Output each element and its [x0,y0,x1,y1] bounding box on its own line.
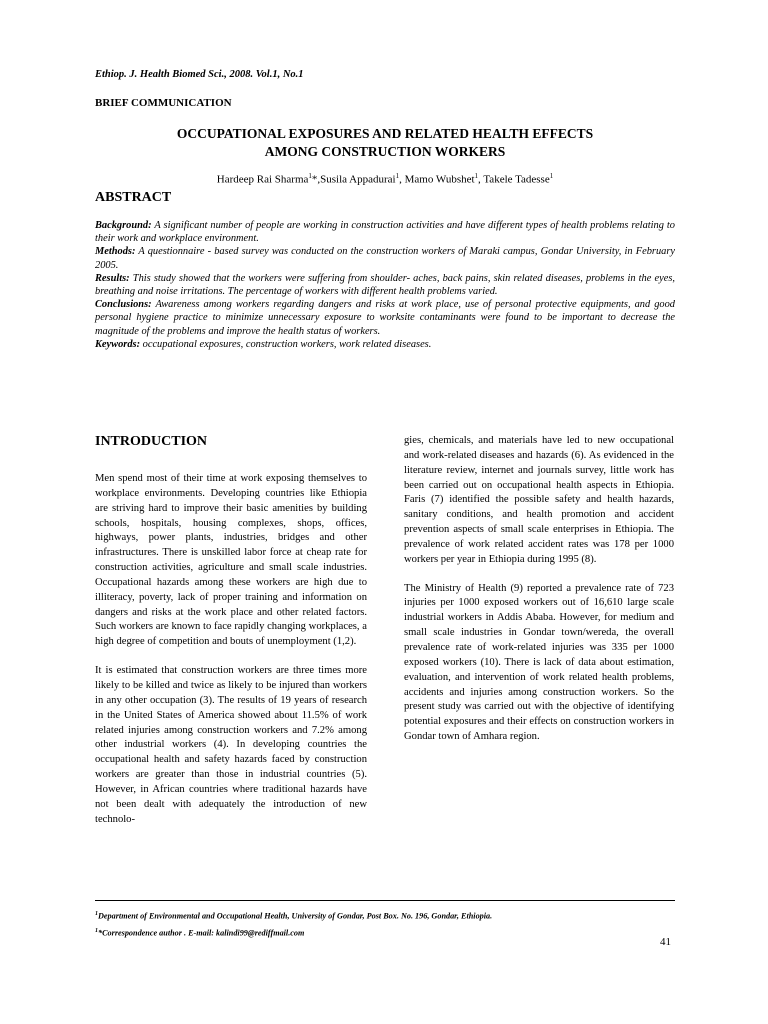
paragraph: Men spend most of their time at work exposing themselves to workplace environments. Developing countries like Ethiopia are striving hard to improve their basic amenities by building schools, hospitals, housing complexes, shops, offices, highways, power plants, industries, bridges and other infrastructures. There is unskilled labor force at cheap rate for construction activities, agriculture and small scale industries. Occupational hazards among these workers are high due to illiteracy, poverty, lack of proper training and information on dangers and risks at the work place and other related factors. Such workers are known to face rapidly changing workplaces, a high degree of competition and bouts of unemployment (1,2). [95,473,367,648]
affiliation-mark: 1 [395,172,400,180]
footnote-divider [95,900,675,901]
section-text: A significant number of people are working in construction activities and have different types of health problems relating to their work and workplace environment. [95,220,675,245]
abstract-methods [95,245,675,271]
section-text: A questionnaire - based survey was conducted on the construction workers of Maraki campus, Gondar University, in February 2005. [95,246,675,271]
section-text: occupational exposures, construction workers, work related diseases. [142,338,432,350]
abstract-body [95,219,675,351]
journal-citation: Ethiop. J. Health Biomed Sci., 2008. Vol.1, No.1 [95,69,304,80]
author-name: Takele Tadesse [483,173,550,186]
abstract-conclusions [95,298,675,338]
affiliation-mark: 1 [308,172,312,180]
title-line-1: OCCUPATIONAL EXPOSURES AND RELATED HEALTH EFFECTS [176,126,594,141]
abstract-results [95,272,675,298]
abstract-background [95,219,675,245]
right-column [404,434,674,759]
author-list: Hardeep Rai Sharma$^1$*,Susila Appadurai$^1$, Mamo Wubshet$^1$, Takele Tadesse$^1$ [216,172,554,186]
author-name: Hardeep Rai Sharma [216,173,309,186]
section-label: Results: [95,272,130,284]
affiliation-footnote [95,907,492,924]
section-label: Conclusions: [95,299,152,311]
abstract-keywords [95,338,675,351]
left-column [95,472,367,841]
author-name: Susila Appadurai [320,173,396,186]
article-type: BRIEF COMMUNICATION [95,97,232,109]
paragraph: The Ministry of Health (9) reported a prevalence rate of 723 injuries per 1000 exposed workers out of 16,610 large scale industrial workers in Addis Ababa. However, for medium and small scale industries in Gondar town/wereda, the overall prevalence rate of work-related injuries was 335 per 1000 exposed workers (10). There is lack of data about estimation, evaluation, and intervention of work related health problems, accidents and injuries among construction workers. So the present study was carried out with the objective of identifying potential exposures and their effects on construction workers in Gondar town of Amhara region. [404,582,674,743]
footnote-text: *Correspondence author . E-mail: kalindi99@rediffmail.com [98,928,305,938]
section-text: This study showed that the workers were suffering from shoulder- aches, back pains, skin related diseases, problems in the eyes, breathing and noise irritations. The percentage of workers with different health problems varied. [95,272,675,298]
introduction-heading: INTRODUCTION [95,434,208,449]
section-text: Awareness among workers regarding dangers and risks at work place, use of personal protective equipments, and good personal hygiene practice to minimize unnecessary exposure to worksite contaminants were found to be important to decrease the magnitude of the problems and improve the health status of workers. [95,299,675,337]
section-label: Keywords: [95,338,141,350]
affiliation-mark: 1 [549,172,554,180]
title-line-2: AMONG CONSTRUCTION WORKERS [264,144,506,159]
footnote-text: Department of Environmental and Occupational Health, University of Gondar, Post Box. No. 196, Gondar, Ethiopia. [98,911,493,921]
footnotes [95,907,492,940]
footnote-mark: 1 [95,927,98,934]
article-title [95,125,675,161]
section-label: Methods: [95,246,136,258]
paragraph: gies, chemicals, and materials have led to new occupational and work-related diseases and hazards (6). As evidenced in the literature review, internet and journals survey, little work has been carried out on occupational health aspects in Ethiopia. Faris (7) identified the possible safety and health hazards, sanitary conditions, and health promotion and accident prevention aspects of small scale enterprises in Ethiopia. The prevalence of work related accident rates was 178 per 1000 workers per year in Ethiopia during 1995 (8). [404,435,674,565]
section-label: Background: [95,220,152,231]
author-name: Mamo Wubshet [404,173,475,186]
correspondence-footnote [95,924,492,941]
paragraph: It is estimated that construction workers are three times more likely to be killed and twice as likely to be injured than workers in any other occupation (3). The results of 19 years of research in the United States of America showed about 11.5% of work related injuries among construction workers and 7.2% among other industrial workers (4). In developing countries the occupational health and safety hazards faced by construction workers are greater than those in industrial countries (5). However, in African countries where traditional hazards have not been dealt with adequately the introduction of new technolo- [95,665,367,825]
correspondence-mark: *, [311,173,321,186]
page-number: 41 [660,936,671,948]
affiliation-mark: 1 [474,172,479,180]
footnote-mark: 1 [95,911,98,917]
abstract-heading: ABSTRACT [95,190,172,205]
